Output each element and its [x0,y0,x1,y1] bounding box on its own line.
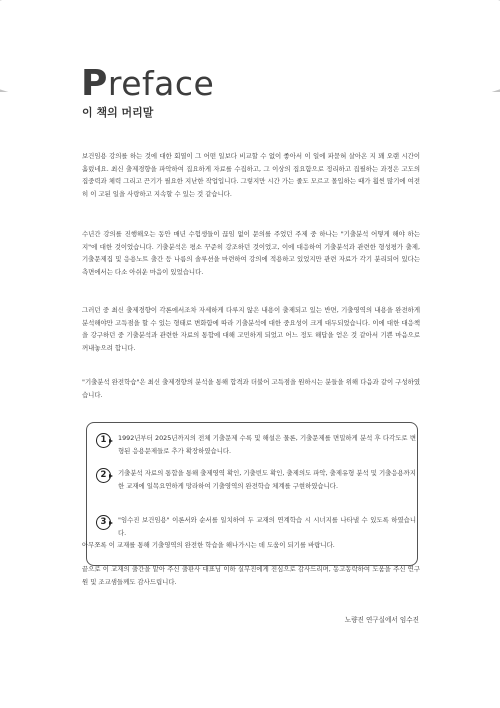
number-badge-3: 3 [96,515,111,530]
number-badge-2: 2 [96,468,111,483]
closing-paragraph-2: 끝으로 이 교재의 출간을 맡아 주신 출판사 대표님 이하 실무진에게 진심으로 감사드리며, 동고동락하여 도움을 주신 연구원 및 조교샘들께도 감사드립니다. [82,565,420,586]
title-rest: reface [107,64,215,103]
title-first-letter: P [81,63,108,104]
page-title [81,63,215,104]
paragraph-3: 그러던 중 최신 출제경향이 각론에서조차 자세하게 다루지 않은 내용이 출제되고 있는 반면, 기출영역의 내용을 완전하게 분석해야만 고득점을 할 수 있는 형태로 변화함에 따라 기출분석에 대한 중요성이 크게 대두되었습니다. 이에 대한 대응책을 강구하던 중 기출분석과 관련한 자료의 통합에 대해 고민하게 되었고 어느 정도 해답을 얻은 것 같아서 기쁜 마음으로 꺼내놓으려 합니다. [82,306,420,353]
feature-text-1: 1992년부터 2025년까지의 전체 기출문제 수록 및 해설은 물론, 기출문제를 면밀하게 분석 후 다각도로 변형된 응용문제들로 추가 확장하였습니다. [118,434,416,455]
page-sheet [59,46,441,660]
paragraph-2: 수년간 강의를 진행해오는 동안 매년 수험생들이 끊임 없이 문의를 주었던 주제 중 하나는 "기출분석 어떻게 해야 하는지"에 대한 것이었습니다. 기출분석은 평소 꾸준히 강조하던 것이었고, 이에 대응하여 기출분석과 관련한 형성평가 출제, 기출문제집 및 응용노트 출간 등 나름의 솔루션을 마련하여 강의에 적용하고 있었지만 관련 자료가 각기 분리되어 있다는 측면에서는 다소 아쉬운 마음이 있었습니다. [82,230,420,277]
feature-text-2: 기출분석 자료의 통합을 통해 출제영역 확인, 기출빈도 확인, 출제의도 파악, 출제유형 분석 및 기출응용까지 한 교재에 일목요연하게 망라하여 기출영역의 완전학습 체계를 구현하였습니다. [118,469,416,490]
page-subtitle: 이 책의 머리말 [82,106,154,119]
feature-text-3: "임수진 보건임용" 이론서와 순서를 일치하여 두 교재의 연계학습 시 시너지를 나타낼 수 있도록 하였습니다. [118,516,416,537]
signature: 노량진 연구실에서 임수진 [344,616,419,624]
paragraph-1: 보건임용 강의를 하는 것에 대한 회열이 그 어떤 일보다 비교할 수 없이 좋아서 이 일에 파묻혀 살아온 지 꽤 오랜 시간이 흘렀네요. 최신 출제경향을 파악하여 집요하게 자료를 수집하고, 그 이상의 집요함으로 정리하고 집필하는 과정은 고도의 집중력과 체력 그리고 끈기가 필요한 지난한 작업입니다. 그렇지만 시간 가는 줄도 모르고 몰입하는 때가 훨씬 많기에 여전히 이 고된 일을 사랑하고 지속할 수 있는 것 같습니다. [82,152,420,199]
closing-paragraph-1: 아무쪼록 이 교재를 통해 기출영역의 완전한 학습을 해나가시는 데 도움이 되기를 바랍니다. [82,541,335,549]
paragraph-4: "기출분석 완전학습"은 최신 출제경향의 분석을 통해 합격과 더불어 고득점을 원하시는 분들을 위해 다음과 같이 구성하였습니다. [82,378,420,399]
number-badge-1: 1 [96,433,111,448]
